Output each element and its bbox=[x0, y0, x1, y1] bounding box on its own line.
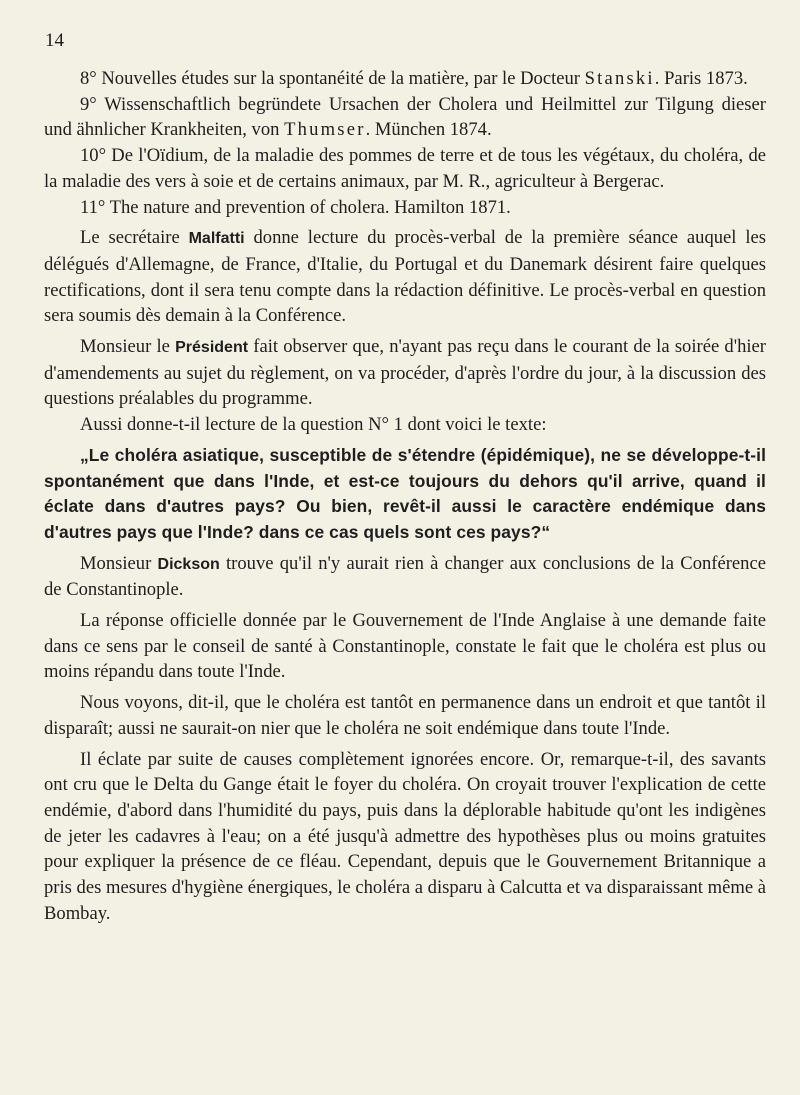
page-content bbox=[44, 66, 766, 927]
body-paragraph: Il éclate par suite de causes complètement ignorées encore. Or, remarque-t-il, des savants ont cru que le Delta du Gange était le foyer du choléra. On croyait trouver l'explication de cette endémie, d'abord dans l'humidité du pays, puis dans la déplorable habitude qu'ont les indigènes de jeter les cadavres à l'eau; on a été jusqu'à admettre des hypothèses plus ou moins gratuites pour expliquer la présence de ce fléau. Cependant, depuis que le Gouvernement Britannique a pris des mesures d'hygiène énergiques, le choléra a disparu à Calcutta et va disparaissant même à Bombay. bbox=[44, 748, 766, 924]
author-name: Stanski bbox=[584, 68, 655, 89]
body-paragraph: Nous voyons, dit-il, que le choléra est tantôt en permanence dans un endroit et que tantôt il disparaît; aussi ne saurait-on nier que le choléra ne soit endémique dans toute l'Inde. bbox=[44, 692, 766, 739]
body-paragraph: La réponse officielle donnée par le Gouvernement de l'Inde Anglaise à une demande faite dans ce sens par le conseil de santé à Constantinople, constate le fait que le choléra est plus ou moins répandu dans toute l'Inde. bbox=[44, 610, 766, 683]
bibliography-entry-10: 10° De l'Oïdium, de la maladie des pommes de terre et de tous les végétaux, du choléra, de la maladie des vers à soie et de certains animaux, par M. R., agriculteur à Bergerac. bbox=[44, 145, 766, 192]
speaker-name: Président bbox=[175, 339, 249, 357]
author-name: Thumser bbox=[284, 119, 366, 141]
question-intro: Aussi donne-t-il lecture de la question N° 1 dont voici le texte: bbox=[80, 414, 547, 436]
bibliography-entry-9: 9° Wissenschaftlich begründete Ursachen der Cholera und Heilmittel zur Tilgung dieser und ähnlicher Krankheiten, von Thumser. München 1874. bbox=[44, 93, 766, 141]
speaker-name: Dickson bbox=[157, 555, 220, 573]
bibliography-entry-8: 8° Nouvelles études sur la spontanéité de la matière, par le Docteur Stanski. Paris 1873. bbox=[80, 68, 748, 89]
dickson-paragraph: Monsieur Dickson trouve qu'il n'y aurait rien à changer aux conclusions de la Conférence de Constantinople. bbox=[44, 552, 766, 601]
question-text: „Le choléra asiatique, susceptible de s'étendre (épidémique), ne se développe-t-il spontanément que dans l'Inde, et est-ce toujours du dehors qu'il arrive, quand il éclate dans d'autres pays? Ou bien, revêt-il aussi le caractère endémique dans d'autres pays que l'Inde? dans ce cas quels sont ces pays?“ bbox=[44, 444, 766, 542]
page-number: 14 bbox=[45, 30, 64, 51]
bibliography-entry-11: 11° The nature and prevention of cholera. Hamilton 1871. bbox=[80, 196, 511, 218]
president-paragraph: Monsieur le Président fait observer que, n'ayant pas reçu dans le courant de la soirée d'hier d'amendements au sujet du règlement, on va procéder, d'après l'ordre du jour, à la discussion des questions préalables du programme. bbox=[44, 336, 766, 410]
secretary-paragraph: Le secrétaire Malfatti donne lecture du procès-verbal de la première séance auquel les délégués d'Allemagne, de France, d'Italie, du Portugal et du Danemark désirent faire quelques rectifications, dont il sera tenu compte dans la rédaction définitive. Le procès-verbal en question sera soumis dès demain à la Conférence. bbox=[44, 227, 766, 327]
speaker-name: Malfatti bbox=[188, 230, 245, 248]
